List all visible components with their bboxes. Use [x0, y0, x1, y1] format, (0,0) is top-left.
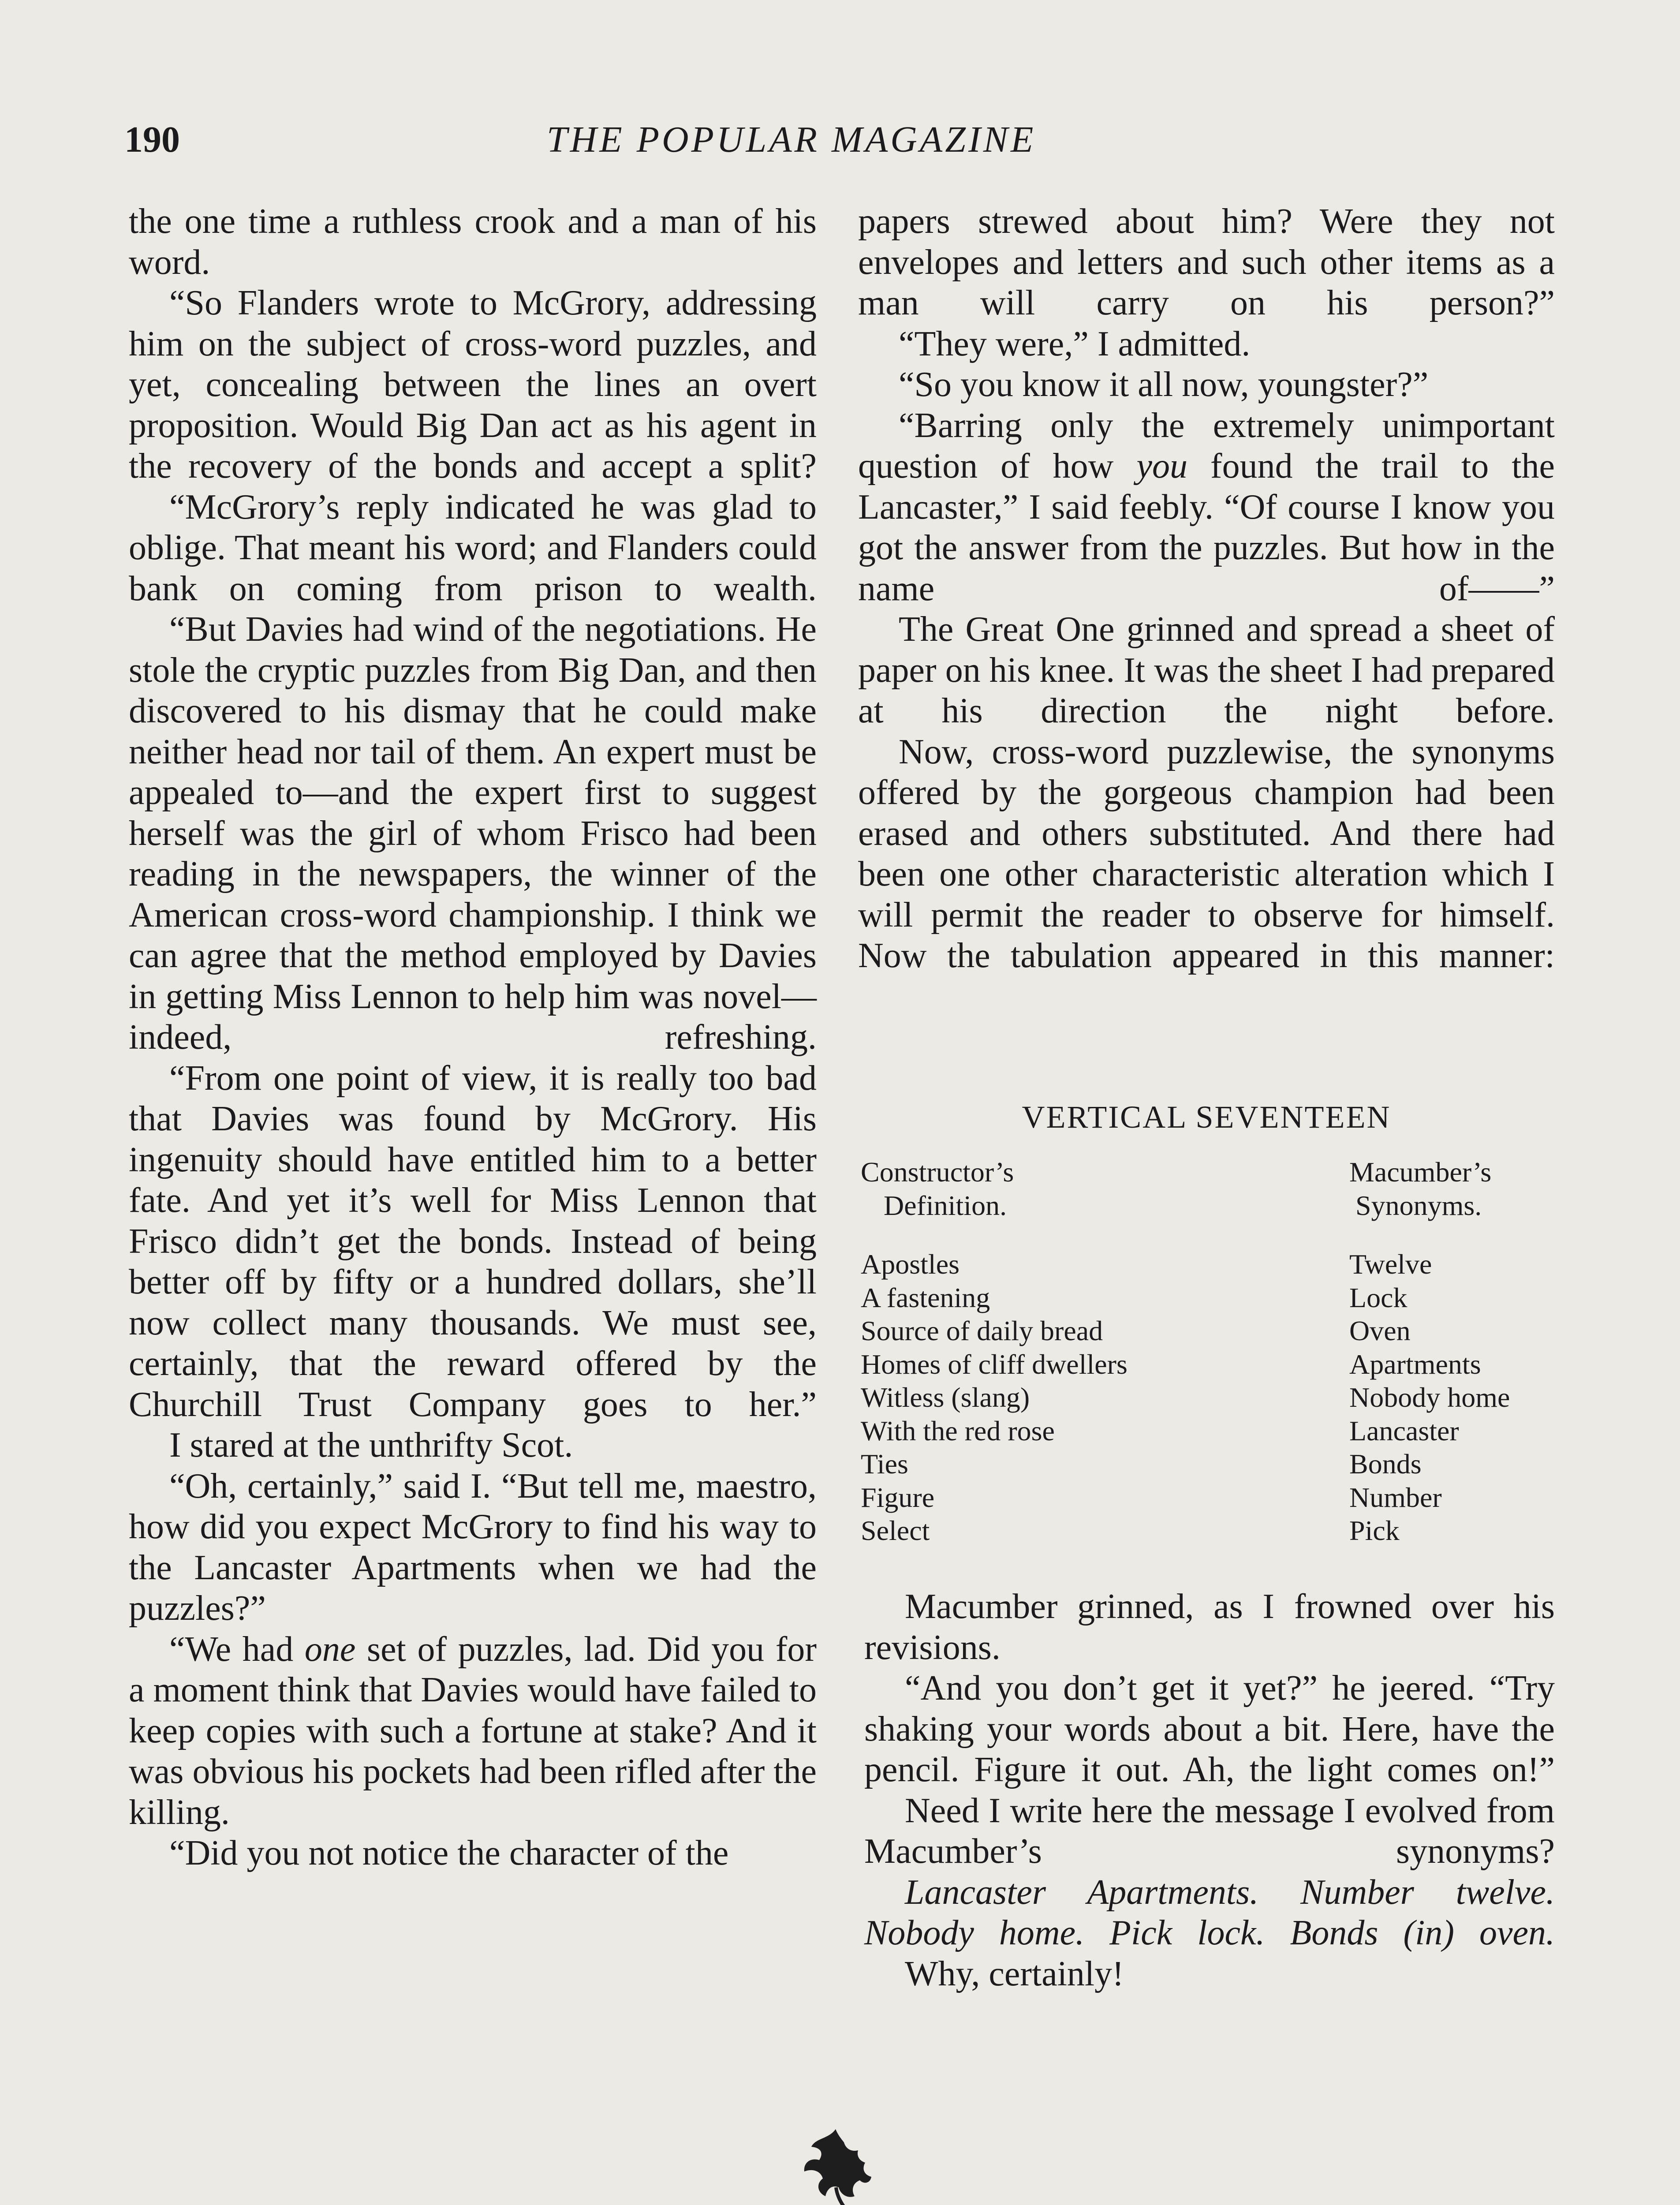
paragraph: “They were,” I admitted.: [899, 324, 1251, 363]
table-body: [861, 1248, 1557, 1547]
table-header: [861, 1155, 1557, 1222]
table-row: [861, 1381, 1557, 1414]
left-column: [129, 201, 817, 1874]
table-cell: Source of daily bread: [861, 1315, 1103, 1346]
table-row: [861, 1414, 1557, 1448]
table-cell: Nobody home: [1349, 1382, 1510, 1413]
paragraph: “From one point of view, it is really too bad that Davies was found by McGrory. His ingenuity should have entitled him to a better fate. And yet it’s well for Miss Lennon that Frisco didn’t get the bonds. Instead of being better off by fifty or a hundred dollars, she’ll now collect many thousands. We must see, certainly, that the reward offered by the Churchill Trust Company goes to her.”: [129, 1058, 817, 1424]
right-column: [858, 201, 1555, 976]
paragraph: “McGrory’s reply indicated he was glad to oblige. That meant his word; and Flanders could bank on coming from prison to wealth.: [129, 487, 817, 608]
table-cell: Lock: [1349, 1282, 1407, 1313]
table-cell: Apartments: [1349, 1348, 1481, 1380]
table-cell: Select: [861, 1515, 930, 1546]
paragraph: I stared at the unthrifty Scot.: [169, 1426, 573, 1465]
table-cell: Lancaster: [1349, 1415, 1459, 1446]
paragraph: Macumber grinned, as I frowned over his revisions.: [864, 1587, 1555, 1667]
running-head: THE POPULAR MAGAZINE: [547, 119, 1036, 160]
paragraph: “We had one set of puzzles, lad. Did you for a moment think that Davies would have failed to keep copies with such a fortune at stake? And it was obvious his pockets had been rifled after the killing.: [129, 1629, 817, 1832]
table-cell: Ties: [861, 1448, 908, 1480]
table-cell: With the red rose: [861, 1415, 1055, 1446]
paragraph: papers strewed about him? Were they not envelopes and letters and such other items as a man will carry on his person?”: [858, 202, 1555, 322]
table-col-header: Macumber’s Synonyms.: [1349, 1156, 1492, 1221]
table-row: [861, 1348, 1557, 1381]
table-title: VERTICAL SEVENTEEN: [1022, 1099, 1391, 1135]
table-cell: Number: [1349, 1481, 1442, 1513]
table-row: [861, 1248, 1557, 1281]
page-number: 190: [124, 119, 180, 160]
paragraph: the one time a ruthless crook and a man of his word.: [129, 202, 817, 282]
paragraph: Now, cross-word puzzlewise, the synonyms offered by the gorgeous champion had been erased and others substituted. And there had been one other characteristic alteration which I will permit the reader to observe for himself. Now the tabulation appeared in this manner:: [858, 732, 1555, 975]
table-row: [861, 1514, 1557, 1547]
table-row: [861, 1281, 1557, 1315]
paragraph: The Great One grinned and spread a sheet of paper on his knee. It was the sheet I had prepared at his direction the night before.: [858, 610, 1555, 730]
page-header: [0, 118, 1680, 176]
paragraph: “Oh, certainly,” said I. “But tell me, maestro, how did you expect McGrory to find his way to the Lancaster Apartments when we had the puzzles?”: [129, 1466, 817, 1628]
paragraph: Why, certainly!: [905, 1954, 1124, 1993]
emphasis: one: [304, 1629, 356, 1669]
table-cell: Twelve: [1349, 1248, 1432, 1280]
paragraph: Need I write here the message I evolved from Macumber’s synonyms?: [864, 1791, 1555, 1871]
table-row: [861, 1481, 1557, 1514]
right-column-continued: [864, 1586, 1555, 1994]
paragraph: “Did you not notice the character of the: [169, 1834, 729, 1872]
table-cell: A fastening: [861, 1282, 990, 1313]
table-cell: Pick: [1349, 1515, 1400, 1546]
emphasis: you: [1136, 447, 1187, 486]
leaf-ornament-icon: [798, 2126, 873, 2205]
paragraph: “So Flanders wrote to McGrory, addressing him on the subject of cross-word puzzles, and yet, concealing between the lines an overt proposition. Would Big Dan act as his agent in the recovery of the bonds and accept a split?: [129, 284, 817, 486]
table-cell: Apostles: [861, 1248, 959, 1280]
paragraph: “And you don’t get it yet?” he jeered. “Try shaking your words about a bit. Here, have the pencil. Figure it out. Ah, the light comes on!”: [864, 1669, 1555, 1789]
paragraph: “So you know it all now, youngster?”: [899, 365, 1429, 404]
table-row: [861, 1314, 1557, 1348]
table-cell: Witless (slang): [861, 1382, 1030, 1413]
paragraph: “But Davies had wind of the negotiations. He stole the cryptic puzzles from Big Dan, and then discovered to his dismay that he could make neither head nor tail of them. An expert must be appealed to—and the expert first to suggest herself was the girl of whom Frisco had been reading in the newspapers, the winner of the American cross-word championship. I think we can agree that the method employed by Davies in getting Miss Lennon to help him was novel—indeed, refreshing.: [129, 610, 817, 1057]
table-col-header: Constructor’s Definition.: [861, 1156, 1014, 1221]
paragraph: “Barring only the extremely unimportant question of how you found the trail to the Lancaster,” I said feebly. “Of course I know you got the answer from the puzzles. But how in the name of——”: [858, 406, 1555, 608]
italic-message: Lancaster Apartments. Number twelve. Nobody home. Pick lock. Bonds (in) oven.: [864, 1872, 1555, 1952]
table-cell: Homes of cliff dwellers: [861, 1348, 1127, 1380]
synonym-table: [861, 1155, 1557, 1547]
table-cell: Figure: [861, 1481, 935, 1513]
table-row: [861, 1447, 1557, 1481]
table-cell: Bonds: [1349, 1448, 1422, 1480]
table-cell: Oven: [1349, 1315, 1411, 1346]
